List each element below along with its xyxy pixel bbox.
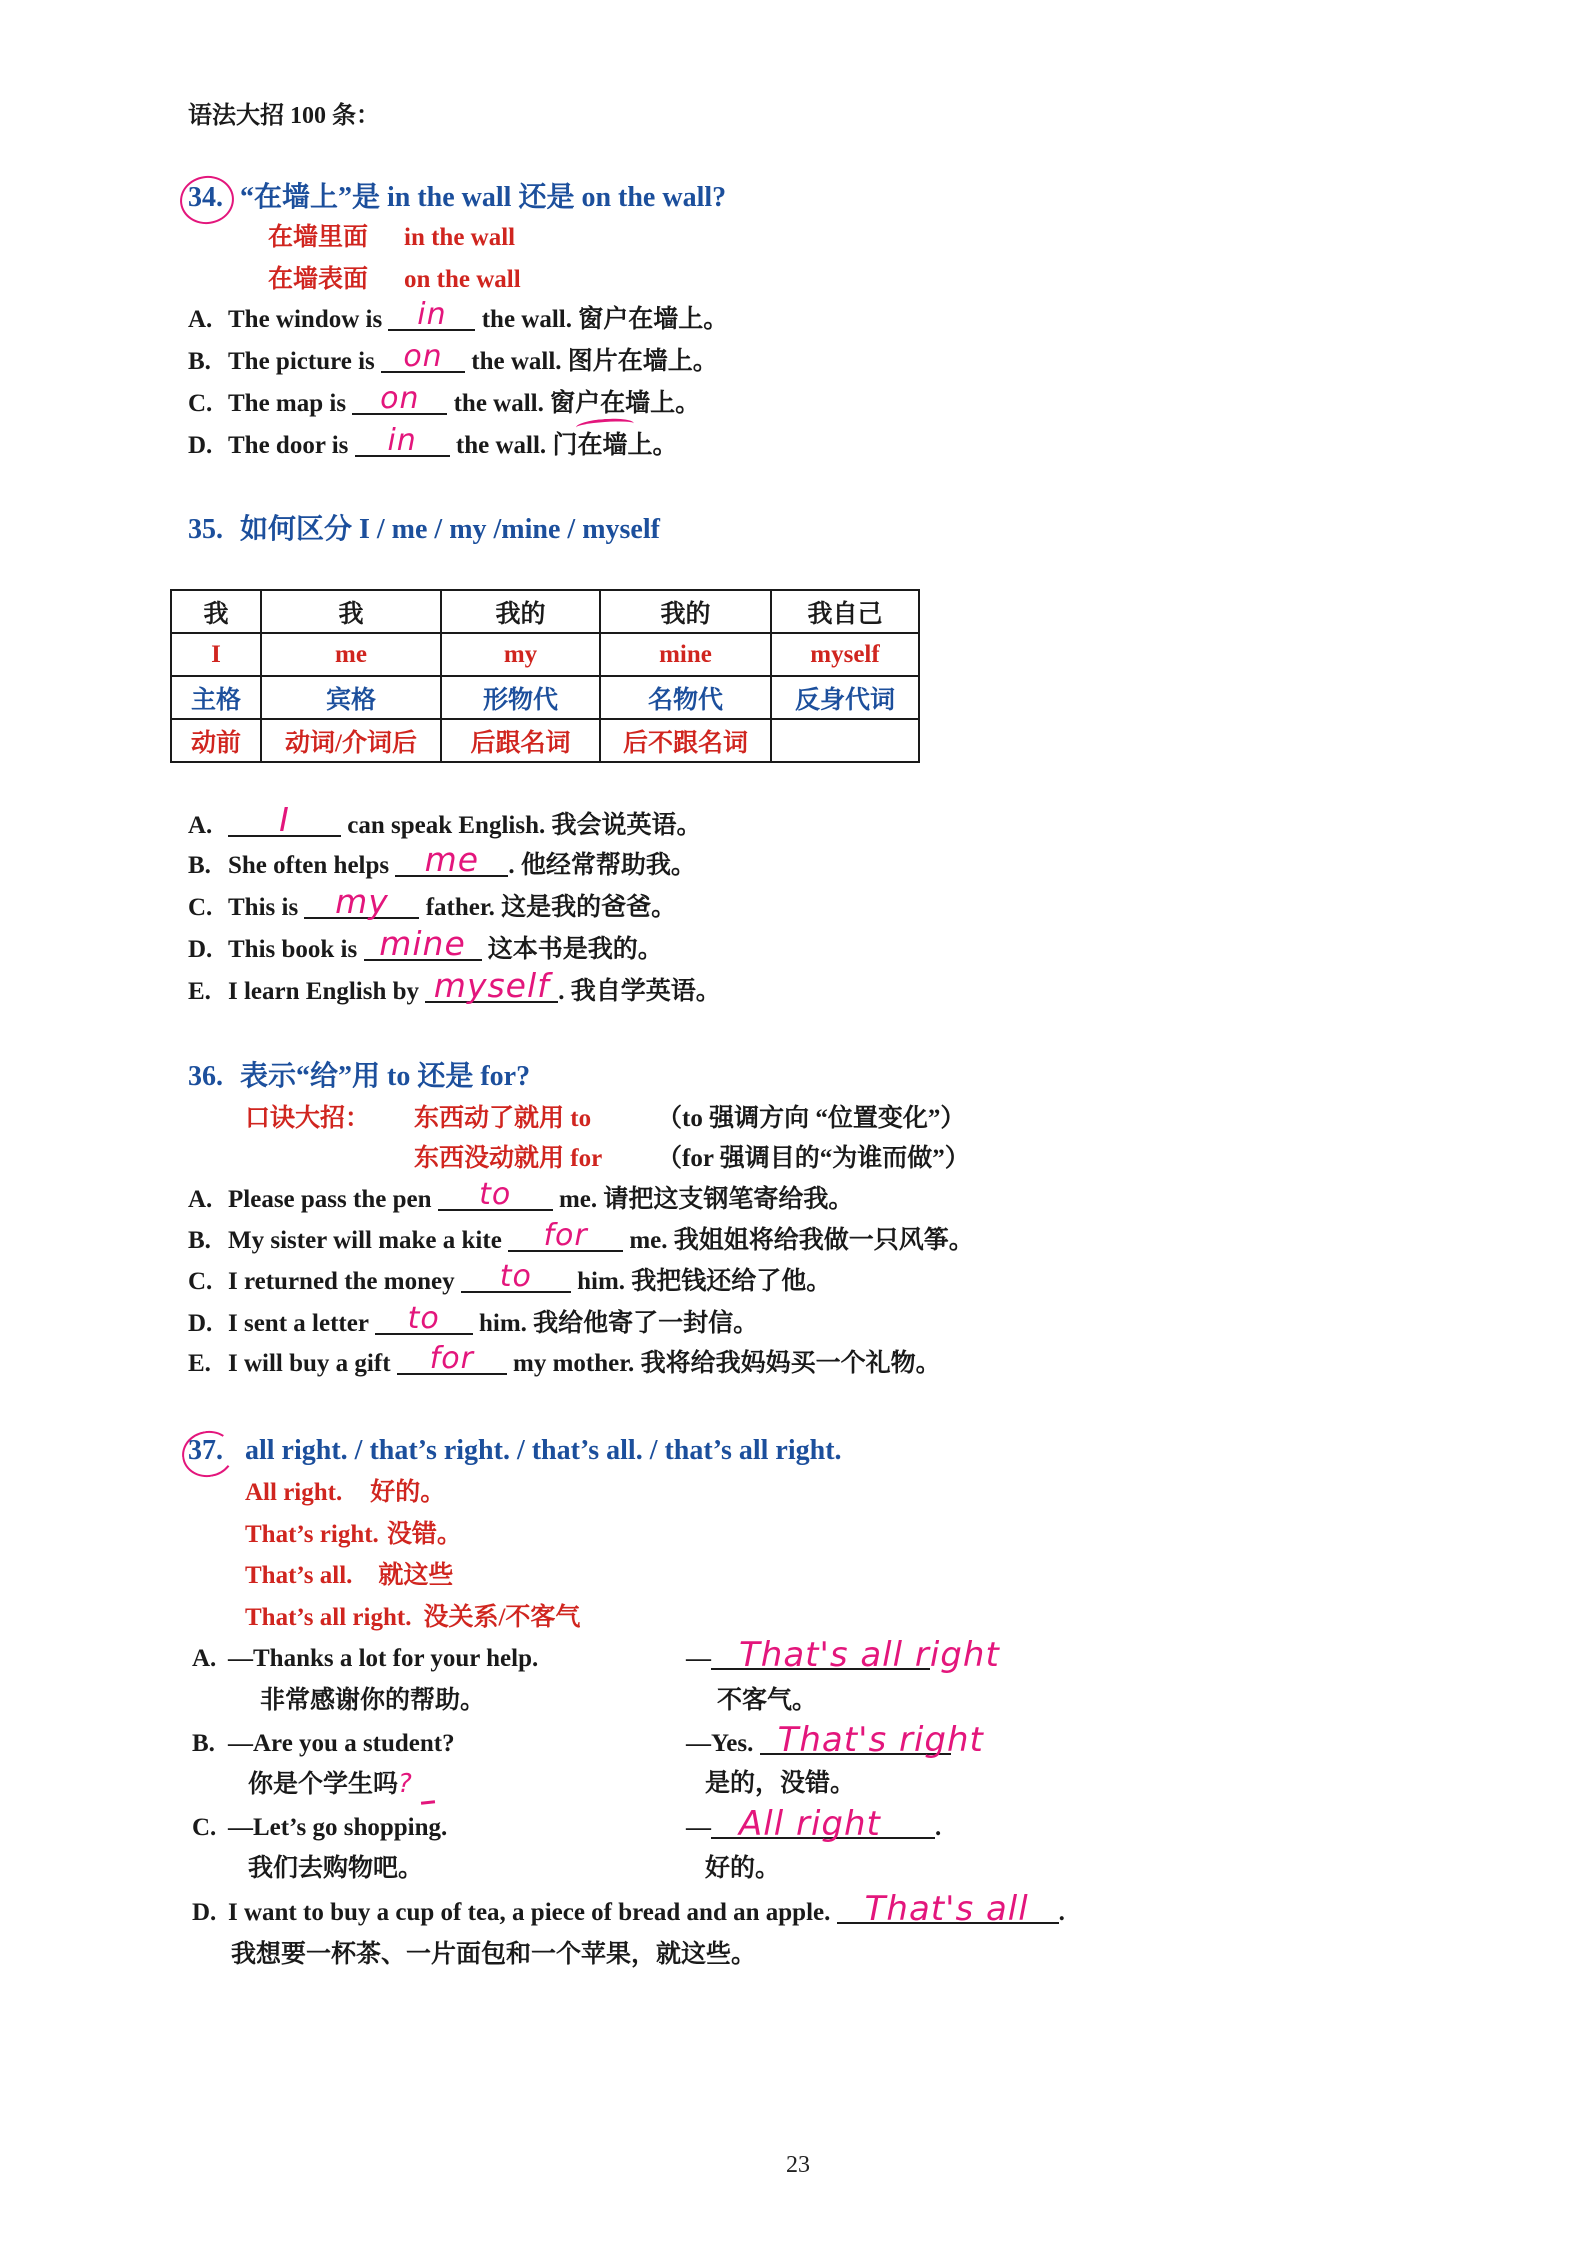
- reply-end: .: [1058, 1899, 1065, 1926]
- item-label: D.: [188, 432, 213, 459]
- table-row-case: [171, 676, 919, 719]
- answer-blank: [381, 339, 465, 374]
- item-translation: 窗户在墙上。: [578, 306, 729, 333]
- exercise-item: [188, 1259, 832, 1298]
- item-label: C.: [188, 894, 213, 921]
- handwritten-answer: That's all right: [739, 1635, 1000, 1675]
- item-text-before: She often helps: [228, 852, 390, 879]
- handwritten-answer: That's right: [777, 1720, 984, 1760]
- pronoun-table: [170, 589, 920, 763]
- answer-blank: [388, 297, 475, 332]
- handwritten-answer: on: [403, 339, 443, 374]
- table-cell: 宾格: [261, 676, 441, 719]
- mnemonic-rule: 东西没动就用 for: [414, 1145, 603, 1172]
- item-translation: 我将给我妈妈买一个礼物。: [640, 1350, 941, 1377]
- answer-blank: [837, 1889, 1059, 1929]
- item-label: B.: [188, 852, 211, 879]
- table-cell: 我的: [600, 590, 771, 633]
- table-cell: 我: [171, 590, 261, 633]
- item-translation: 这是我的爸爸。: [501, 894, 677, 921]
- exercise-item: [188, 423, 678, 462]
- prompt-translation: 我们去购物吧。: [248, 1855, 424, 1882]
- exercise-item: [188, 1218, 974, 1257]
- section-number: 36.: [188, 1061, 223, 1092]
- table-cell: 后跟名词: [441, 719, 600, 762]
- item-text-before: My sister will make a kite: [228, 1227, 502, 1254]
- dialogue-prompt: [192, 1643, 538, 1675]
- prompt-text: —Thanks a lot for your help.: [228, 1645, 539, 1672]
- table-cell-empty: [771, 719, 919, 762]
- section-number: 37.: [188, 1435, 223, 1466]
- item-text-after: me.: [629, 1227, 668, 1254]
- item-text-before: This book is: [228, 936, 358, 963]
- item-translation: 这本书是我的。: [487, 936, 663, 963]
- item-label: A.: [188, 812, 213, 839]
- item-text-before: This is: [228, 894, 299, 921]
- mnemonic-rule: 东西动了就用 to: [414, 1105, 592, 1132]
- rule-chinese: 在墙里面: [268, 224, 369, 251]
- dialogue-prompt: [192, 1728, 455, 1760]
- handwritten-answer: in: [417, 297, 447, 332]
- dialogue-prompt: [192, 1812, 447, 1844]
- answer-blank: [425, 966, 558, 1005]
- section-title: 表示“给”用 to 还是 for?: [240, 1061, 531, 1092]
- exercise-item: [188, 381, 701, 420]
- item-text-after: father.: [425, 894, 495, 921]
- item-text-before: I sent a letter: [228, 1310, 369, 1337]
- table-cell: I: [171, 633, 261, 676]
- handwritten-answer: mine: [379, 924, 466, 963]
- table-cell: mine: [600, 633, 771, 676]
- exercise-item: [188, 840, 696, 882]
- item-text-after: him.: [577, 1268, 626, 1295]
- item-translation: 我自学英语。: [570, 978, 721, 1005]
- item-translation: 他经常帮助我。: [520, 852, 696, 879]
- exercise-item: [188, 966, 721, 1008]
- meaning-english: That’s right.: [245, 1521, 379, 1548]
- table-cell: 主格: [171, 676, 261, 719]
- section-36-heading: [188, 1059, 530, 1095]
- red-pen-tick-mark: [421, 1800, 435, 1804]
- item-translation: 窗户在墙上。: [550, 390, 701, 417]
- item-text-before: The window is: [228, 306, 383, 333]
- handwritten-answer: myself: [433, 966, 550, 1005]
- handwritten-answer: on: [380, 381, 420, 416]
- table-cell: 我: [261, 590, 441, 633]
- answer-blank: [508, 1218, 623, 1253]
- item-text-before: The door is: [228, 432, 349, 459]
- mnemonic-row: [245, 1103, 965, 1135]
- prompt-text: —Are you a student?: [228, 1730, 455, 1757]
- section-number: 35.: [188, 514, 223, 545]
- mnemonic-note: （to 强调方向 “位置变化”）: [657, 1105, 966, 1132]
- meaning-english: That’s all.: [245, 1562, 353, 1589]
- section-title: all right. / that’s right. / that’s all. / that’s all right.: [245, 1435, 842, 1466]
- item-text-after: the wall.: [453, 390, 544, 417]
- item-translation: 我给他寄了一封信。: [533, 1310, 759, 1337]
- answer-blank: [711, 1635, 1000, 1675]
- rule-english: in the wall: [404, 224, 516, 251]
- item-label: D.: [188, 1310, 213, 1337]
- answer-blank: [364, 924, 482, 963]
- prompt-translation: 非常感谢你的帮助。: [260, 1687, 486, 1714]
- table-row-chinese: [171, 590, 919, 633]
- item-translation: 请把这支钢笔寄给我。: [603, 1186, 854, 1213]
- rule-english: on the wall: [404, 266, 521, 293]
- prompt-text: I want to buy a cup of tea, a piece of bread and an apple.: [228, 1899, 831, 1926]
- handwritten-answer: me: [424, 840, 480, 879]
- handwritten-answer: to: [499, 1259, 532, 1294]
- meaning-chinese: 没错。: [386, 1521, 462, 1548]
- item-label: D.: [188, 936, 213, 963]
- answer-blank: [711, 1804, 935, 1844]
- section-title: “在墙上”是 in the wall 还是 on the wall?: [240, 182, 727, 213]
- table-cell: 我的: [441, 590, 600, 633]
- handwritten-answer: All right: [739, 1804, 881, 1844]
- handwritten-answer: in: [387, 423, 417, 458]
- prompt-translation: 我想要一杯茶、一片面包和一个苹果，就这些。: [231, 1941, 757, 1968]
- section-title: 如何区分 I / me / my /mine / myself: [240, 514, 660, 545]
- answer-blank: [355, 423, 450, 458]
- item-translation: 我姐姐将给我做一只风筝。: [673, 1227, 974, 1254]
- item-label: B.: [188, 1227, 211, 1254]
- table-row-forms: [171, 633, 919, 676]
- handwritten-answer: to: [407, 1301, 440, 1336]
- item-text-after: the wall.: [455, 432, 547, 459]
- meaning-row: [245, 1519, 462, 1551]
- item-translation: 门在墙上。: [552, 432, 678, 459]
- table-cell: my: [441, 633, 600, 676]
- rule-row: [268, 222, 515, 254]
- prompt-translation-text: 你是个学生吗: [248, 1771, 399, 1798]
- table-cell: 反身代词: [771, 676, 919, 719]
- item-translation: 图片在墙上。: [567, 348, 718, 375]
- item-label: A.: [188, 1186, 213, 1213]
- item-label: C.: [192, 1814, 217, 1841]
- handwritten-answer: I: [279, 800, 290, 839]
- answer-blank: [397, 1341, 507, 1376]
- table-cell: 后不跟名词: [600, 719, 771, 762]
- answer-blank: [395, 840, 508, 879]
- handwritten-answer: for: [429, 1341, 474, 1376]
- item-text-before: I learn English by: [228, 978, 420, 1005]
- item-text-after: the wall.: [471, 348, 562, 375]
- reply-end: .: [935, 1814, 942, 1841]
- exercise-item: [188, 297, 729, 336]
- table-row-usage: [171, 719, 919, 762]
- item-label: D.: [192, 1899, 217, 1926]
- item-label: A.: [192, 1645, 217, 1672]
- exercise-item: [188, 924, 663, 966]
- section-34-heading: [188, 180, 726, 216]
- dialogue-reply: [686, 1804, 942, 1844]
- table-cell: 动前: [171, 719, 261, 762]
- handwritten-answer: That's all: [864, 1889, 1029, 1929]
- item-text-after: him.: [478, 1310, 527, 1337]
- table-cell: 动词/介词后: [261, 719, 441, 762]
- item-translation: 我会说英语。: [551, 812, 702, 839]
- handwritten-answer: to: [479, 1177, 512, 1212]
- mnemonic-label: 口诀大招：: [245, 1105, 371, 1132]
- reply-lead: —: [686, 1645, 711, 1672]
- meaning-row: [245, 1560, 453, 1592]
- answer-blank: [461, 1259, 571, 1294]
- section-number: 34.: [188, 182, 223, 213]
- handwritten-answer: for: [543, 1218, 588, 1253]
- item-text-after: me.: [558, 1186, 598, 1213]
- table-cell: 我自己: [771, 590, 919, 633]
- reply-translation: 是的，没错。: [705, 1770, 856, 1797]
- meaning-chinese: 就这些: [378, 1562, 454, 1589]
- table-cell: myself: [771, 633, 919, 676]
- item-text-before: The map is: [228, 390, 347, 417]
- item-text-before: The picture is: [228, 348, 375, 375]
- exercise-item: [188, 1177, 854, 1216]
- item-label: C.: [188, 1268, 213, 1295]
- answer-blank: [304, 882, 419, 921]
- prompt-text: —Let’s go shopping.: [228, 1814, 448, 1841]
- page-header: 语法大招 100 条：: [188, 103, 380, 129]
- meaning-english: That’s all right.: [245, 1604, 412, 1631]
- reply-lead: —: [686, 1814, 711, 1841]
- handwritten-question-mark: ?: [398, 1769, 412, 1799]
- item-translation: 我把钱还给了他。: [631, 1268, 832, 1295]
- meaning-chinese: 好的。: [370, 1479, 446, 1506]
- reply-lead: —Yes.: [686, 1730, 754, 1757]
- exercise-item: [188, 882, 677, 924]
- rule-chinese: 在墙表面: [268, 266, 369, 293]
- item-text-before: I will buy a gift: [228, 1350, 391, 1377]
- answer-blank: [438, 1177, 553, 1212]
- item-label: A.: [188, 306, 213, 333]
- item-label: E.: [188, 1350, 211, 1377]
- item-text-before: I returned the money: [228, 1268, 455, 1295]
- item-text-before: Please pass the pen: [228, 1186, 432, 1213]
- meaning-chinese: 没关系/不客气: [423, 1604, 581, 1631]
- reply-translation: 不客气。: [717, 1687, 818, 1714]
- exercise-item: [188, 1341, 941, 1380]
- exercise-item: [188, 339, 718, 378]
- item-label: C.: [188, 390, 213, 417]
- meaning-english: All right.: [245, 1479, 343, 1506]
- dialogue-reply: [686, 1720, 984, 1760]
- meaning-row: [245, 1477, 445, 1509]
- item-text-after: can speak English.: [347, 812, 546, 839]
- exercise-item: [188, 800, 702, 842]
- item-text-after: my mother.: [513, 1350, 635, 1377]
- answer-blank: [375, 1301, 473, 1336]
- page-number: 23: [786, 2152, 810, 2178]
- item-text-after: .: [558, 978, 565, 1005]
- section-37-heading: [188, 1433, 842, 1469]
- meaning-row: [245, 1602, 580, 1634]
- rule-row: [268, 264, 521, 296]
- item-text-after: .: [508, 852, 515, 879]
- table-cell: 名物代: [600, 676, 771, 719]
- section-35-heading: [188, 512, 660, 548]
- answer-blank: [228, 800, 341, 839]
- answer-blank: [352, 381, 447, 416]
- exercise-item: [188, 1301, 759, 1340]
- item-label: B.: [192, 1730, 215, 1757]
- handwritten-answer: my: [335, 882, 389, 921]
- answer-blank: [760, 1720, 984, 1760]
- prompt-translation: [248, 1768, 412, 1801]
- table-cell: 形物代: [441, 676, 600, 719]
- reply-translation: 好的。: [705, 1855, 781, 1882]
- item-text-after: the wall.: [481, 306, 572, 333]
- mnemonic-row: [414, 1143, 970, 1175]
- dialogue-prompt: [192, 1889, 1065, 1929]
- item-label: E.: [188, 978, 211, 1005]
- mnemonic-note: （for 强调目的“为谁而做”）: [657, 1145, 970, 1172]
- table-cell: me: [261, 633, 441, 676]
- item-label: B.: [188, 348, 211, 375]
- dialogue-reply: [686, 1635, 1000, 1675]
